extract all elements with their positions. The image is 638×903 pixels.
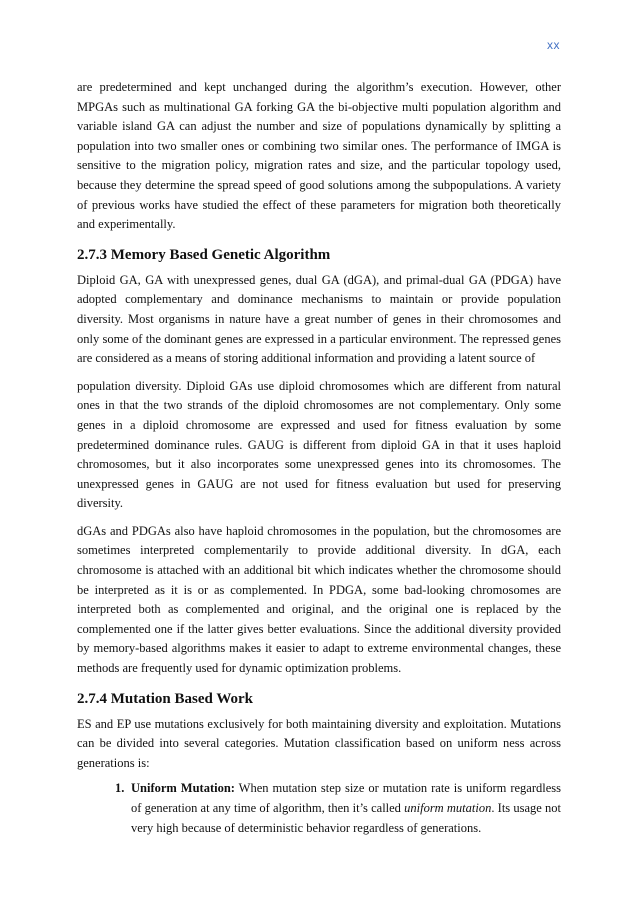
memory-paragraph-1: Diploid GA, GA with unexpressed genes, dual GA (dGA), and primal-dual GA (PDGA) have adopted complementary and dominance mechanisms to maintain or provide population diversity. Most organisms in nature have a great number of genes in their chromosomes and only some of the dominant genes are expressed in a particular environment. The repressed genes are considered as a means of storing additional information and providing a latent source of <box>77 272 561 366</box>
list-item-text-before: When mutation step size or mutation rate is uniform regardless of generation at any time of algorithm, then it’s called <box>131 781 561 815</box>
memory-paragraph-2: population diversity. Diploid GAs use diploid chromosomes which are different from natural ones in that the two strands of the diploid chromosomes are not complementary. Only some genes in a diploid chromosome are expressed and used for fitness evaluation by some predetermined dominance rules. GAUG is different from diploid GA in that it uses haploid chromosomes, but it also incorporates some unexpressed genes into its chromosomes. The unexpressed genes in GAUG are not used for fitness evaluation but used for preserving diversity. <box>77 378 561 511</box>
page-number: xx <box>547 38 560 52</box>
memory-paragraph-3: dGAs and PDGAs also have haploid chromosomes in the population, but the chromosomes are sometimes interpreted complementarily to provide additional diversity. In dGA, each chromosome is attached with an additional bit which indicates whether the chromosome should be interpreted as it is or as complemented. In PDGA, some bad-looking chromosomes are interpreted both as complemented and original, and the original one is replaced by the complemented one if the latter gives better evaluations. Since the additional diversity provided by memory-based algorithms makes it easier to adapt to extreme environmental changes, these methods are frequently used for dynamic optimization problems. <box>77 523 561 676</box>
intro-paragraph: are predetermined and kept unchanged during the algorithm’s execution. However, other MPGAs such as multinational GA forking GA the bi-objective multi population algorithm and variable island GA can adjust the number and size of populations dynamically by splitting a population into two smaller ones or combining two similar ones. The performance of IMGA is sensitive to the migration policy, migration rates and size, and the particular topology used, because they determine the spread speed of good solutions among the subpopulations. A variety of previous works have studied the effect of these parameters for migration both theoretically and experimentally. <box>77 80 561 232</box>
list-item-text-after: . Its usage not very high because of deterministic behavior regardless of generations. <box>131 801 561 835</box>
list-item-term: Uniform Mutation: <box>131 781 235 796</box>
mutation-paragraph: ES and EP use mutations exclusively for both maintaining diversity and exploitation. Mutations can be divided into several categories. Mutation classification based on uniform ness across generations is: <box>77 716 561 770</box>
section-heading-mutation: 2.7.4 Mutation Based Work <box>77 690 253 707</box>
list-item <box>77 779 561 838</box>
list-item-number: 1. <box>115 781 125 796</box>
page-content <box>77 78 561 838</box>
mutation-list <box>77 779 561 838</box>
list-item-italic-term: uniform mutation <box>404 801 492 815</box>
section-heading-memory: 2.7.3 Memory Based Genetic Algorithm <box>77 246 331 263</box>
